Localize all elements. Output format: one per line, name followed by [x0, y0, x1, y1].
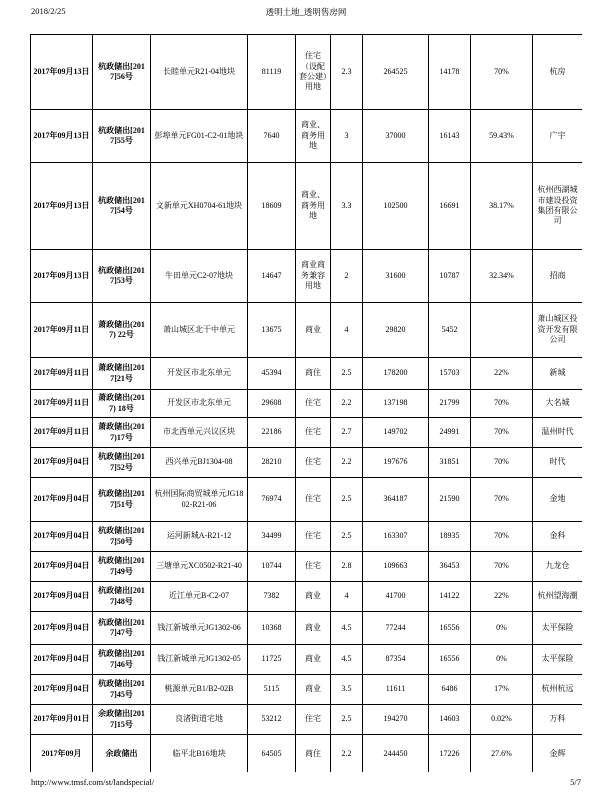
cell-premium-rate: 70%: [471, 390, 533, 418]
cell-transaction-price: 87354: [363, 645, 429, 675]
cell-transaction-price: 264525: [363, 35, 429, 110]
cell-transaction-date: 2017年09月04日: [31, 448, 93, 478]
cell-transaction-price: 149702: [363, 418, 429, 448]
cell-premium-rate: 0.02%: [471, 705, 533, 735]
cell-transaction-price: 194270: [363, 705, 429, 735]
cell-land-use: 住宅（设配套公建）用地: [296, 35, 331, 110]
cell-floor-price: 15703: [429, 358, 471, 390]
cell-land-area: 13675: [248, 303, 296, 358]
cell-buyer-name: 杭州西湖城市建设投资集团有限公司: [533, 163, 583, 250]
cell-document-number: 杭政储出[2017]52号: [93, 448, 151, 478]
cell-document-number: 杭政储出[2017]51号: [93, 478, 151, 522]
cell-buyer-name: 萧山城区投资开发有限公司: [533, 303, 583, 358]
cell-premium-rate: 59.43%: [471, 110, 533, 163]
cell-buyer-name: 太平保险: [533, 612, 583, 645]
cell-document-number: 杭政储出[2017]55号: [93, 110, 151, 163]
cell-document-number: 杭政储出[2017]46号: [93, 645, 151, 675]
cell-buyer-name: 太平保险: [533, 645, 583, 675]
cell-buyer-name: 金科: [533, 522, 583, 552]
cell-land-use: 住宅: [296, 522, 331, 552]
cell-land-area: 7382: [248, 582, 296, 612]
cell-buyer-name: 招商: [533, 250, 583, 303]
cell-transaction-date: 2017年09月13日: [31, 35, 93, 110]
cell-plot-ratio: 2.5: [331, 478, 363, 522]
table-row: [31, 110, 583, 163]
cell-plot-ratio: 3: [331, 110, 363, 163]
cell-land-area: 10744: [248, 552, 296, 582]
cell-buyer-name: 广宇: [533, 110, 583, 163]
cell-transaction-price: 102500: [363, 163, 429, 250]
cell-land-area: 22186: [248, 418, 296, 448]
cell-document-number: 杭政储出[2017]54号: [93, 163, 151, 250]
cell-floor-price: 14178: [429, 35, 471, 110]
cell-floor-price: 16556: [429, 612, 471, 645]
cell-document-number: 萧政储出(2017)17号: [93, 418, 151, 448]
cell-land-area: 76974: [248, 478, 296, 522]
cell-floor-price: 21799: [429, 390, 471, 418]
cell-buyer-name: 九龙仓: [533, 552, 583, 582]
cell-land-use: 商业: [296, 645, 331, 675]
cell-transaction-date: 2017年09月11日: [31, 390, 93, 418]
cell-floor-price: 6486: [429, 675, 471, 705]
page-header: [31, 6, 581, 20]
table-row: [31, 645, 583, 675]
cell-plot-ratio: 2.2: [331, 735, 363, 773]
cell-document-number: 杭政储出[2017]56号: [93, 35, 151, 110]
cell-land-area: 11725: [248, 645, 296, 675]
cell-land-area: 28210: [248, 448, 296, 478]
cell-land-use: 商业、商务用地: [296, 110, 331, 163]
table-row: [31, 675, 583, 705]
cell-parcel-name: 彭埠单元FG01-C2-01地块: [151, 110, 248, 163]
cell-land-use: 住宅: [296, 552, 331, 582]
table-row: [31, 552, 583, 582]
cell-buyer-name: 杭州杭远: [533, 675, 583, 705]
page-footer: [31, 777, 581, 787]
cell-parcel-name: 文新单元XH0704-61地块: [151, 163, 248, 250]
cell-parcel-name: 杭州国际商贸城单元JG1802-R21-06: [151, 478, 248, 522]
cell-transaction-price: 29820: [363, 303, 429, 358]
cell-transaction-price: 364187: [363, 478, 429, 522]
cell-buyer-name: 新城: [533, 358, 583, 390]
cell-premium-rate: 27.6%: [471, 735, 533, 773]
cell-plot-ratio: 2: [331, 250, 363, 303]
cell-document-number: 杭政储出[2017]45号: [93, 675, 151, 705]
cell-transaction-date: 2017年09月04日: [31, 478, 93, 522]
cell-parcel-name: 市北西单元兴议区块: [151, 418, 248, 448]
cell-premium-rate: 0%: [471, 645, 533, 675]
cell-plot-ratio: 3.3: [331, 163, 363, 250]
cell-land-area: 10368: [248, 612, 296, 645]
cell-transaction-price: 77244: [363, 612, 429, 645]
cell-floor-price: 24991: [429, 418, 471, 448]
cell-land-use: 住宅: [296, 390, 331, 418]
cell-parcel-name: 钱江新城单元JG1302-05: [151, 645, 248, 675]
cell-plot-ratio: 2.3: [331, 35, 363, 110]
cell-plot-ratio: 2.8: [331, 552, 363, 582]
cell-document-number: 杭政储出[2017]47号: [93, 612, 151, 645]
cell-buyer-name: 杭州望海潮: [533, 582, 583, 612]
cell-premium-rate: 70%: [471, 448, 533, 478]
cell-land-area: 64505: [248, 735, 296, 773]
cell-document-number: 杭政储出[2017]50号: [93, 522, 151, 552]
cell-land-area: 29608: [248, 390, 296, 418]
cell-transaction-date: 2017年09月13日: [31, 250, 93, 303]
cell-floor-price: 14122: [429, 582, 471, 612]
cell-parcel-name: 三塘单元XC0502-R21-40: [151, 552, 248, 582]
cell-floor-price: 16143: [429, 110, 471, 163]
cell-buyer-name: 杭房: [533, 35, 583, 110]
table-row: [31, 522, 583, 552]
cell-land-area: 14647: [248, 250, 296, 303]
cell-buyer-name: 大名城: [533, 390, 583, 418]
cell-land-area: 53212: [248, 705, 296, 735]
cell-transaction-price: 109663: [363, 552, 429, 582]
cell-premium-rate: 22%: [471, 582, 533, 612]
cell-transaction-date: 2017年09月04日: [31, 522, 93, 552]
cell-transaction-date: 2017年09月13日: [31, 110, 93, 163]
cell-land-use: 商业: [296, 303, 331, 358]
cell-land-use: 住宅: [296, 478, 331, 522]
cell-parcel-name: 近江单元B-C2-07: [151, 582, 248, 612]
cell-transaction-date: 2017年09月11日: [31, 358, 93, 390]
land-sales-table: [30, 34, 582, 772]
cell-transaction-date: 2017年09月11日: [31, 418, 93, 448]
cell-floor-price: 16556: [429, 645, 471, 675]
cell-land-use: 商住: [296, 358, 331, 390]
cell-premium-rate: 70%: [471, 35, 533, 110]
cell-transaction-price: 31600: [363, 250, 429, 303]
cell-transaction-price: 137198: [363, 390, 429, 418]
cell-land-area: 5115: [248, 675, 296, 705]
table-container: [30, 34, 582, 772]
cell-document-number: 杭政储出[2017]53号: [93, 250, 151, 303]
table-body: [31, 35, 583, 773]
cell-transaction-date: 2017年09月04日: [31, 612, 93, 645]
cell-premium-rate: 70%: [471, 552, 533, 582]
cell-land-use: 商业: [296, 612, 331, 645]
cell-parcel-name: 萧山城区北干中单元: [151, 303, 248, 358]
cell-plot-ratio: 3.5: [331, 675, 363, 705]
cell-parcel-name: 开发区市北东单元: [151, 358, 248, 390]
cell-parcel-name: 西兴单元BJ1304-08: [151, 448, 248, 478]
cell-plot-ratio: 4.5: [331, 645, 363, 675]
cell-plot-ratio: 4.5: [331, 612, 363, 645]
cell-plot-ratio: 2.7: [331, 418, 363, 448]
table-row: [31, 390, 583, 418]
cell-premium-rate: 38.17%: [471, 163, 533, 250]
cell-land-area: 18609: [248, 163, 296, 250]
cell-parcel-name: 桃源单元B1/B2-02B: [151, 675, 248, 705]
cell-document-number: 萧政储出[2017]21号: [93, 358, 151, 390]
cell-parcel-name: 运河新城A-R21-12: [151, 522, 248, 552]
cell-plot-ratio: 2.2: [331, 390, 363, 418]
table-row: [31, 35, 583, 110]
cell-parcel-name: 临平北B16地块: [151, 735, 248, 773]
cell-parcel-name: 钱江新城单元JG1302-06: [151, 612, 248, 645]
cell-premium-rate: 32.34%: [471, 250, 533, 303]
cell-land-area: 81119: [248, 35, 296, 110]
cell-premium-rate: 70%: [471, 522, 533, 552]
cell-transaction-date: 2017年09月13日: [31, 163, 93, 250]
cell-floor-price: 36453: [429, 552, 471, 582]
cell-plot-ratio: 2.5: [331, 522, 363, 552]
table-row: [31, 303, 583, 358]
cell-premium-rate: 0%: [471, 612, 533, 645]
cell-document-number: 萧政储出(2017) 18号: [93, 390, 151, 418]
cell-premium-rate: 70%: [471, 418, 533, 448]
cell-floor-price: 18935: [429, 522, 471, 552]
cell-transaction-date: 2017年09月04日: [31, 645, 93, 675]
cell-buyer-name: 时代: [533, 448, 583, 478]
cell-document-number: 杭政储出[2017]49号: [93, 552, 151, 582]
cell-premium-rate: 22%: [471, 358, 533, 390]
cell-document-number: 余政储出[2017]15号: [93, 705, 151, 735]
cell-floor-price: 10787: [429, 250, 471, 303]
table-row: [31, 735, 583, 773]
table-row: [31, 418, 583, 448]
cell-land-use: 商业、商务用地: [296, 163, 331, 250]
page-number: 5/7: [570, 777, 581, 787]
cell-land-use: 住宅: [296, 448, 331, 478]
cell-buyer-name: 金地: [533, 478, 583, 522]
cell-parcel-name: 长睦单元R21-04地块: [151, 35, 248, 110]
cell-transaction-price: 244450: [363, 735, 429, 773]
cell-land-use: 商业商务兼容用地: [296, 250, 331, 303]
cell-transaction-price: 163307: [363, 522, 429, 552]
cell-floor-price: 21590: [429, 478, 471, 522]
cell-transaction-price: 197676: [363, 448, 429, 478]
cell-transaction-date: 2017年09月: [31, 735, 93, 773]
cell-land-use: 商住: [296, 735, 331, 773]
cell-parcel-name: 牛田单元C2-07地块: [151, 250, 248, 303]
cell-transaction-date: 2017年09月04日: [31, 582, 93, 612]
table-row: [31, 163, 583, 250]
table-row: [31, 478, 583, 522]
cell-land-use: 住宅: [296, 705, 331, 735]
cell-land-use: 住宅: [296, 418, 331, 448]
table-row: [31, 448, 583, 478]
cell-floor-price: 5452: [429, 303, 471, 358]
cell-land-use: 商业: [296, 675, 331, 705]
cell-transaction-date: 2017年09月04日: [31, 675, 93, 705]
cell-parcel-name: 开发区市北东单元: [151, 390, 248, 418]
cell-transaction-date: 2017年09月04日: [31, 552, 93, 582]
print-timestamp: 2018/2/25: [31, 6, 66, 16]
cell-plot-ratio: 4: [331, 582, 363, 612]
table-row: [31, 250, 583, 303]
cell-plot-ratio: 4: [331, 303, 363, 358]
cell-buyer-name: 金辉: [533, 735, 583, 773]
cell-floor-price: 17226: [429, 735, 471, 773]
table-row: [31, 582, 583, 612]
cell-plot-ratio: 2.5: [331, 358, 363, 390]
source-url: http://www.tmsf.com/st/landspecial/: [31, 777, 155, 787]
cell-document-number: 萧政储出(2017) 22号: [93, 303, 151, 358]
cell-buyer-name: 万科: [533, 705, 583, 735]
table-row: [31, 612, 583, 645]
cell-document-number: 余政储出: [93, 735, 151, 773]
cell-land-area: 7640: [248, 110, 296, 163]
cell-land-area: 45394: [248, 358, 296, 390]
cell-transaction-price: 11611: [363, 675, 429, 705]
cell-transaction-date: 2017年09月11日: [31, 303, 93, 358]
cell-floor-price: 31851: [429, 448, 471, 478]
cell-document-number: 杭政储出[2017]48号: [93, 582, 151, 612]
cell-transaction-price: 41700: [363, 582, 429, 612]
table-row: [31, 705, 583, 735]
table-row: [31, 358, 583, 390]
cell-floor-price: 16691: [429, 163, 471, 250]
page-title: 透明土地_透明售房网: [265, 7, 347, 17]
cell-plot-ratio: 2.2: [331, 448, 363, 478]
cell-land-use: 商业: [296, 582, 331, 612]
cell-transaction-date: 2017年09月01日: [31, 705, 93, 735]
cell-plot-ratio: 2.5: [331, 705, 363, 735]
cell-transaction-price: 37000: [363, 110, 429, 163]
cell-premium-rate: 17%: [471, 675, 533, 705]
cell-transaction-price: 178200: [363, 358, 429, 390]
cell-floor-price: 14603: [429, 705, 471, 735]
cell-parcel-name: 良渚街道宅地: [151, 705, 248, 735]
cell-premium-rate: [471, 303, 533, 358]
cell-premium-rate: 70%: [471, 478, 533, 522]
cell-buyer-name: 温州时代: [533, 418, 583, 448]
cell-land-area: 34499: [248, 522, 296, 552]
